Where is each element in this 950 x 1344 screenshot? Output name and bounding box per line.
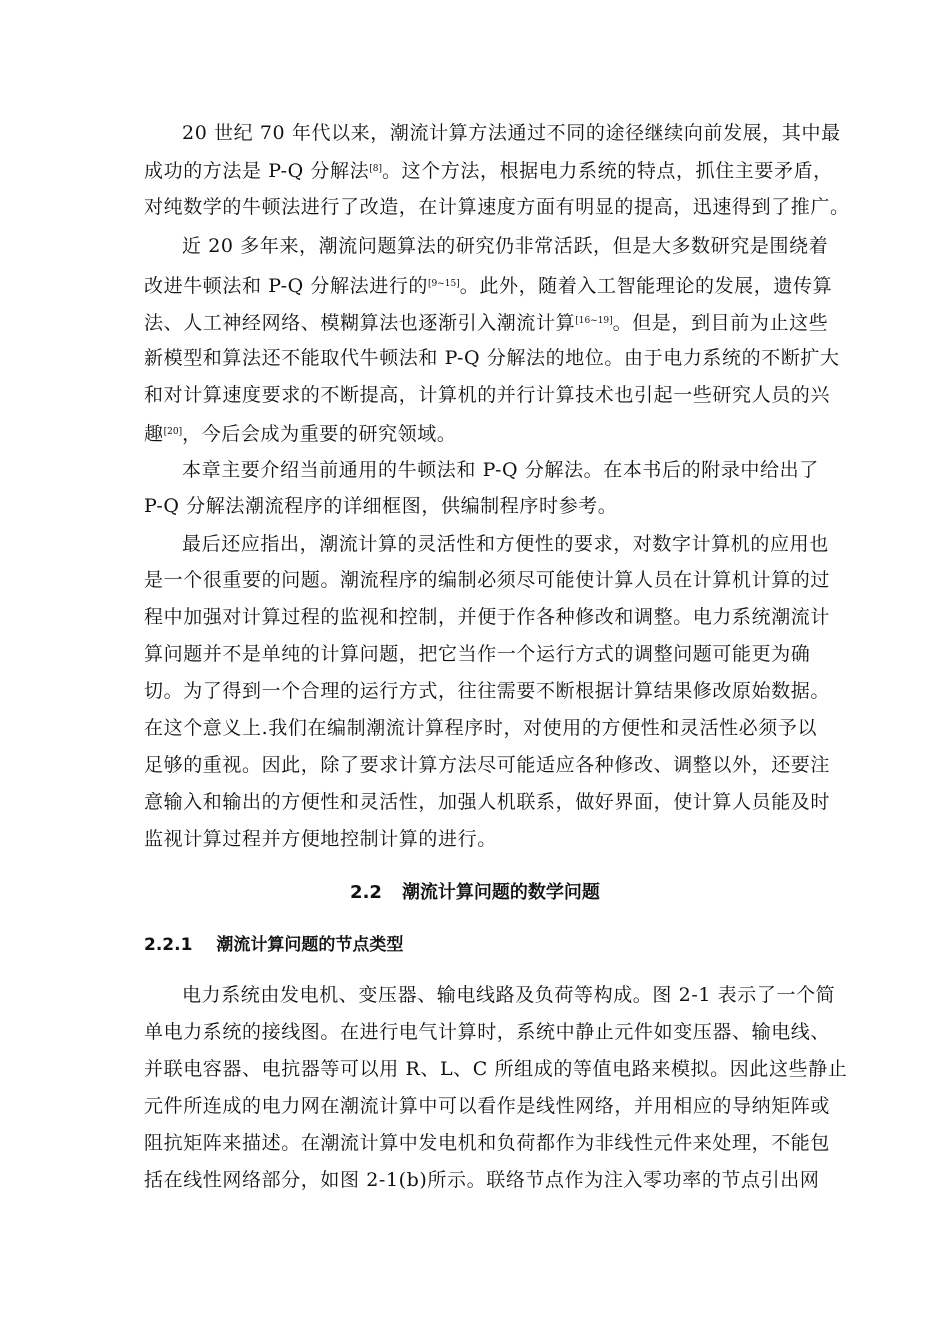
paragraph-3-line-1: 本章主要介绍当前通用的牛顿法和 P-Q 分解法。在本书后的附录中给出了 [182, 459, 819, 481]
paragraph-5-line-3: 并联电容器、电抗器等可以用 R、L、C 所组成的等值电路来模拟。因此这些静止 [144, 1058, 848, 1080]
paragraph-1-line-1: 20 世纪 70 年代以来，潮流计算方法通过不同的途径继续向前发展，其中最 [182, 122, 841, 144]
paragraph-2-line-2: 改进牛顿法和 P-Q 分解法进行的[9~15]。此外，随着入工智能理论的发展，遗传算 [144, 275, 833, 297]
paragraph-2-line-6: 趣[20]，今后会成为重要的研究领域。 [144, 423, 457, 445]
paragraph-2-line-3: 法、人工神经网络、模糊算法也逐渐引入潮流计算[16~19]。但是，到目前为止这些 [144, 312, 829, 334]
section-title: 潮流计算问题的数学问题 [401, 882, 600, 903]
paragraph-5-line-4: 元件所连成的电力网在潮流计算中可以看作是线性网络，并用相应的导纳矩阵或 [144, 1095, 831, 1117]
subsection-number: 2.2.1 [144, 935, 193, 955]
subsection-title: 潮流计算问题的节点类型 [216, 935, 404, 955]
paragraph-2-line-5: 和对计算速度要求的不断提高，计算机的并行计算技术也引起一些研究人员的兴 [144, 384, 831, 406]
section-number: 2.2 [350, 882, 382, 903]
paragraph-2-line-4: 新模型和算法还不能取代牛顿法和 P-Q 分解法的地位。由于电力系统的不断扩大 [144, 347, 840, 369]
citation: [9~15] [428, 279, 460, 289]
citation: [8] [369, 164, 382, 174]
paragraph-1-line-2: 成功的方法是 P-Q 分解法[8]。这个方法，根据电力系统的特点，抓住主要矛盾， [144, 160, 833, 182]
paragraph-5-line-6: 括在线性网络部分，如图 2-1(b)所示。联络节点作为注入零功率的节点引出网 [144, 1169, 820, 1191]
paragraph-4-line-8: 意输入和输出的方便性和灵活性，加强人机联系，做好界面，使计算人员能及时 [144, 791, 831, 813]
paragraph-1-line-3: 对纯数学的牛顿法进行了改造，在计算速度方面有明显的提高，迅速得到了推广。 [144, 196, 850, 218]
paragraph-3-line-2: P-Q 分解法潮流程序的详细框图，供编制程序时参考。 [144, 495, 618, 517]
paragraph-4-line-9: 监视计算过程并方便地控制计算的进行。 [144, 828, 497, 850]
subsection-heading [144, 933, 403, 957]
paragraph-4-line-5: 切。为了得到一个合理的运行方式，往往需要不断根据计算结果修改原始数据。 [144, 680, 831, 702]
paragraph-5-line-1: 电力系统由发电机、变压器、输电线路及负荷等构成。图 2-1 表示了一个简 [182, 984, 836, 1006]
paragraph-5-line-2: 单电力系统的接线图。在进行电气计算时，系统中静止元件如变压器、输电线、 [144, 1021, 831, 1043]
citation: [16~19] [575, 316, 613, 326]
section-heading [0, 881, 950, 905]
paragraph-4-line-2: 是一个很重要的问题。潮流程序的编制必须尽可能使计算人员在计算机计算的过 [144, 569, 831, 591]
paragraph-4-line-7: 足够的重视。因此，除了要求计算方法尽可能适应各种修改、调整以外，还要注 [144, 754, 831, 776]
paragraph-4-line-1: 最后还应指出，潮流计算的灵活性和方便性的要求，对数字计算机的应用也 [182, 533, 829, 555]
paragraph-2-line-1: 近 20 多年来，潮流问题算法的研究仍非常活跃，但是大多数研究是围绕着 [182, 235, 829, 257]
paragraph-4-line-4: 算问题并不是单纯的计算问题，把它当作一个运行方式的调整问题可能更为确 [144, 643, 811, 665]
paragraph-4-line-6: 在这个意义上.我们在编制潮流计算程序时，对使用的方便性和灵活性必须予以 [144, 717, 818, 739]
paragraph-5-line-5: 阻抗矩阵来描述。在潮流计算中发电机和负荷都作为非线性元件来处理，不能包 [144, 1132, 831, 1154]
paragraph-4-line-3: 程中加强对计算过程的监视和控制，并便于作各种修改和调整。电力系统潮流计 [144, 606, 831, 628]
citation: [20] [163, 427, 183, 437]
